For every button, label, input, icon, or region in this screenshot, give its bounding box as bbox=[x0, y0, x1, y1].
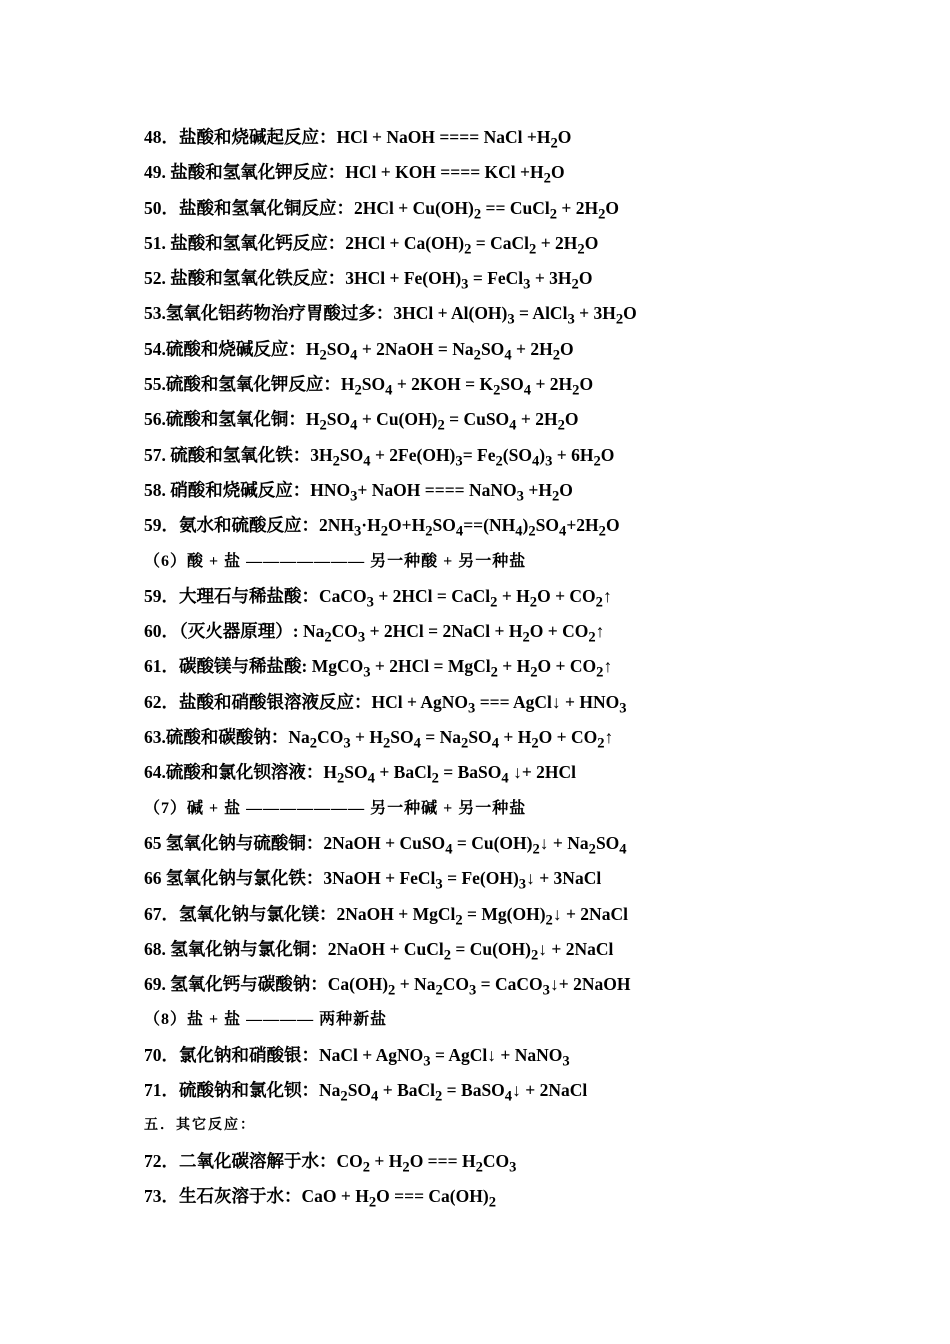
equation-line: 53.氢氧化铝药物治疗胃酸过多：$3HCl + Al(OH)_3$ = AlCl$_3$ + $3H_2O$ bbox=[144, 303, 637, 328]
equation-line: 52. 盐酸和氢氧化铁反应：$3HCl + Fe(OH)_3$ = FeCl$_3$ + $3H_2O$ bbox=[144, 268, 593, 293]
equation-line: 54.硫酸和烧碱反应：$H_2SO_4$ + 2NaOH = $Na_2SO_4 + 2H_2O$ bbox=[144, 338, 574, 364]
equation-line: 63.硫酸和碳酸钠：$Na_2CO_3 + H_2SO_4 = Na_2SO_4 + H_2O$ + $CO_2↑$ bbox=[144, 727, 614, 752]
equation-line: 51. 盐酸和氢氧化钙反应：$2HCl + Ca(OH)_2$ = CaCl$_2$ + $2H_2O$ bbox=[144, 232, 599, 258]
equation-list bbox=[144, 120, 864, 1214]
equation-line: 56.硫酸和氢氧化铜：$H_2SO_4 + Cu(OH)_2$ = CuSO$_4$ + $2H_2O$ bbox=[144, 409, 579, 434]
equation-line: 73．生石灰溶于水：CaO + $H_2O$ === $Ca(OH)_2$ bbox=[144, 1185, 496, 1211]
equation-line: 48．盐酸和烧碱起反应：HCl + NaOH ==== NaCl $+H_2O$ bbox=[144, 127, 572, 152]
equation-line: 60．（灭火器原理）: $Na_2CO_3 + 2HCl$ = 2NaCl + $H_2O$ + $CO_2↑$ bbox=[144, 621, 605, 646]
equation-line: 50．盐酸和氢氧化铜反应：$2HCl + Cu(OH)_2$ == CuCl$_2$ + $2H_2O$ bbox=[144, 197, 620, 223]
equation-line: 49. 盐酸和氢氧化钾反应：HCl + KOH ==== KCl $+H_2O$ bbox=[144, 162, 565, 187]
equation-line: 57. 硫酸和氢氧化铁：$3H_2SO_4 + 2Fe(OH)_3= Fe_2(SO_4)_3 + 6H_2O$ bbox=[144, 444, 615, 470]
equation-line: 55.硫酸和氢氧化钾反应：$H_2SO_4 + 2KOH = K_2SO_4 + 2H_2O$ bbox=[144, 374, 594, 399]
equation-line: 59．大理石与稀盐酸：CaCO$_3$ + 2HCl = CaCl$_2$ + $H_2O$ + $CO_2↑$ bbox=[144, 585, 612, 611]
equation-line: 68. 氢氧化钠与氯化铜：2NaOH + CuCl$_2$ = $Cu(OH)_2↓$ + 2NaCl bbox=[144, 938, 614, 964]
equation-line: 61．碳酸镁与稀盐酸: MgCO$_3$ + 2HCl = MgCl$_2$ + $H_2O$ + $CO_2↑$ bbox=[144, 656, 613, 681]
equation-line: 67．氢氧化钠与氯化镁：2NaOH + MgCl$_2$ = $Mg(OH)_2↓$ + 2NaCl bbox=[144, 903, 628, 929]
section-title: （8）盐 + 盐 ———— 两种新盐 bbox=[144, 1011, 388, 1029]
equation-line: 64.硫酸和氯化钡溶液：$H_2SO_4$ + BaCl$_2$ = BaSO$_4$ ↓+ 2HCl bbox=[144, 762, 577, 787]
section-title: （7）碱 + 盐 ——————— 另一种碱 + 另一种盐 bbox=[144, 799, 527, 817]
equation-line: 58. 硝酸和烧碱反应：$HNO_3+$ NaOH ==== NaNO$_3$ $+H_2O$ bbox=[144, 479, 573, 505]
section-title: （6）酸 + 盐 ——————— 另一种酸 + 另一种盐 bbox=[144, 552, 527, 570]
equation-line: 62．盐酸和硝酸银溶液反应：HCl + AgNO$_3$ === AgCl↓ + $HNO_3$ bbox=[144, 691, 627, 717]
equation-line: 66 氢氧化钠与氯化铁：3NaOH + FeCl$_3$ = $Fe(OH)_3↓$ + 3NaCl bbox=[144, 868, 602, 893]
chapter-heading: 五．其它反应： bbox=[144, 1118, 256, 1134]
equation-line: 65 氢氧化钠与硫酸铜：2NaOH + CuSO$_4$ = $Cu(OH)_2↓ + Na_2SO_4$ bbox=[144, 832, 627, 858]
equation-line: 72．二氧化碳溶解于水：$CO_2 + H_2O$ === $H_2CO_3$ bbox=[144, 1150, 517, 1176]
equation-line: 71．硫酸钠和氯化钡：$Na_2SO_4$ + BaCl$_2$ = BaSO$_4$↓ + 2NaCl bbox=[144, 1080, 588, 1105]
equation-line: 59．氨水和硫酸反应：$2NH_3\cdot H_2O+H_2SO_4==(NH_4)_2SO_4+2H_2O$ bbox=[144, 515, 620, 540]
equation-line: 70．氯化钠和硝酸银：NaCl + AgNO$_3$ = AgCl↓ + NaNO$_3$ bbox=[144, 1044, 570, 1070]
equation-line: 69. 氢氧化钙与碳酸钠：$Ca(OH)_2 + Na_2CO_3$ = CaCO$_3$↓+ 2NaOH bbox=[144, 974, 631, 999]
